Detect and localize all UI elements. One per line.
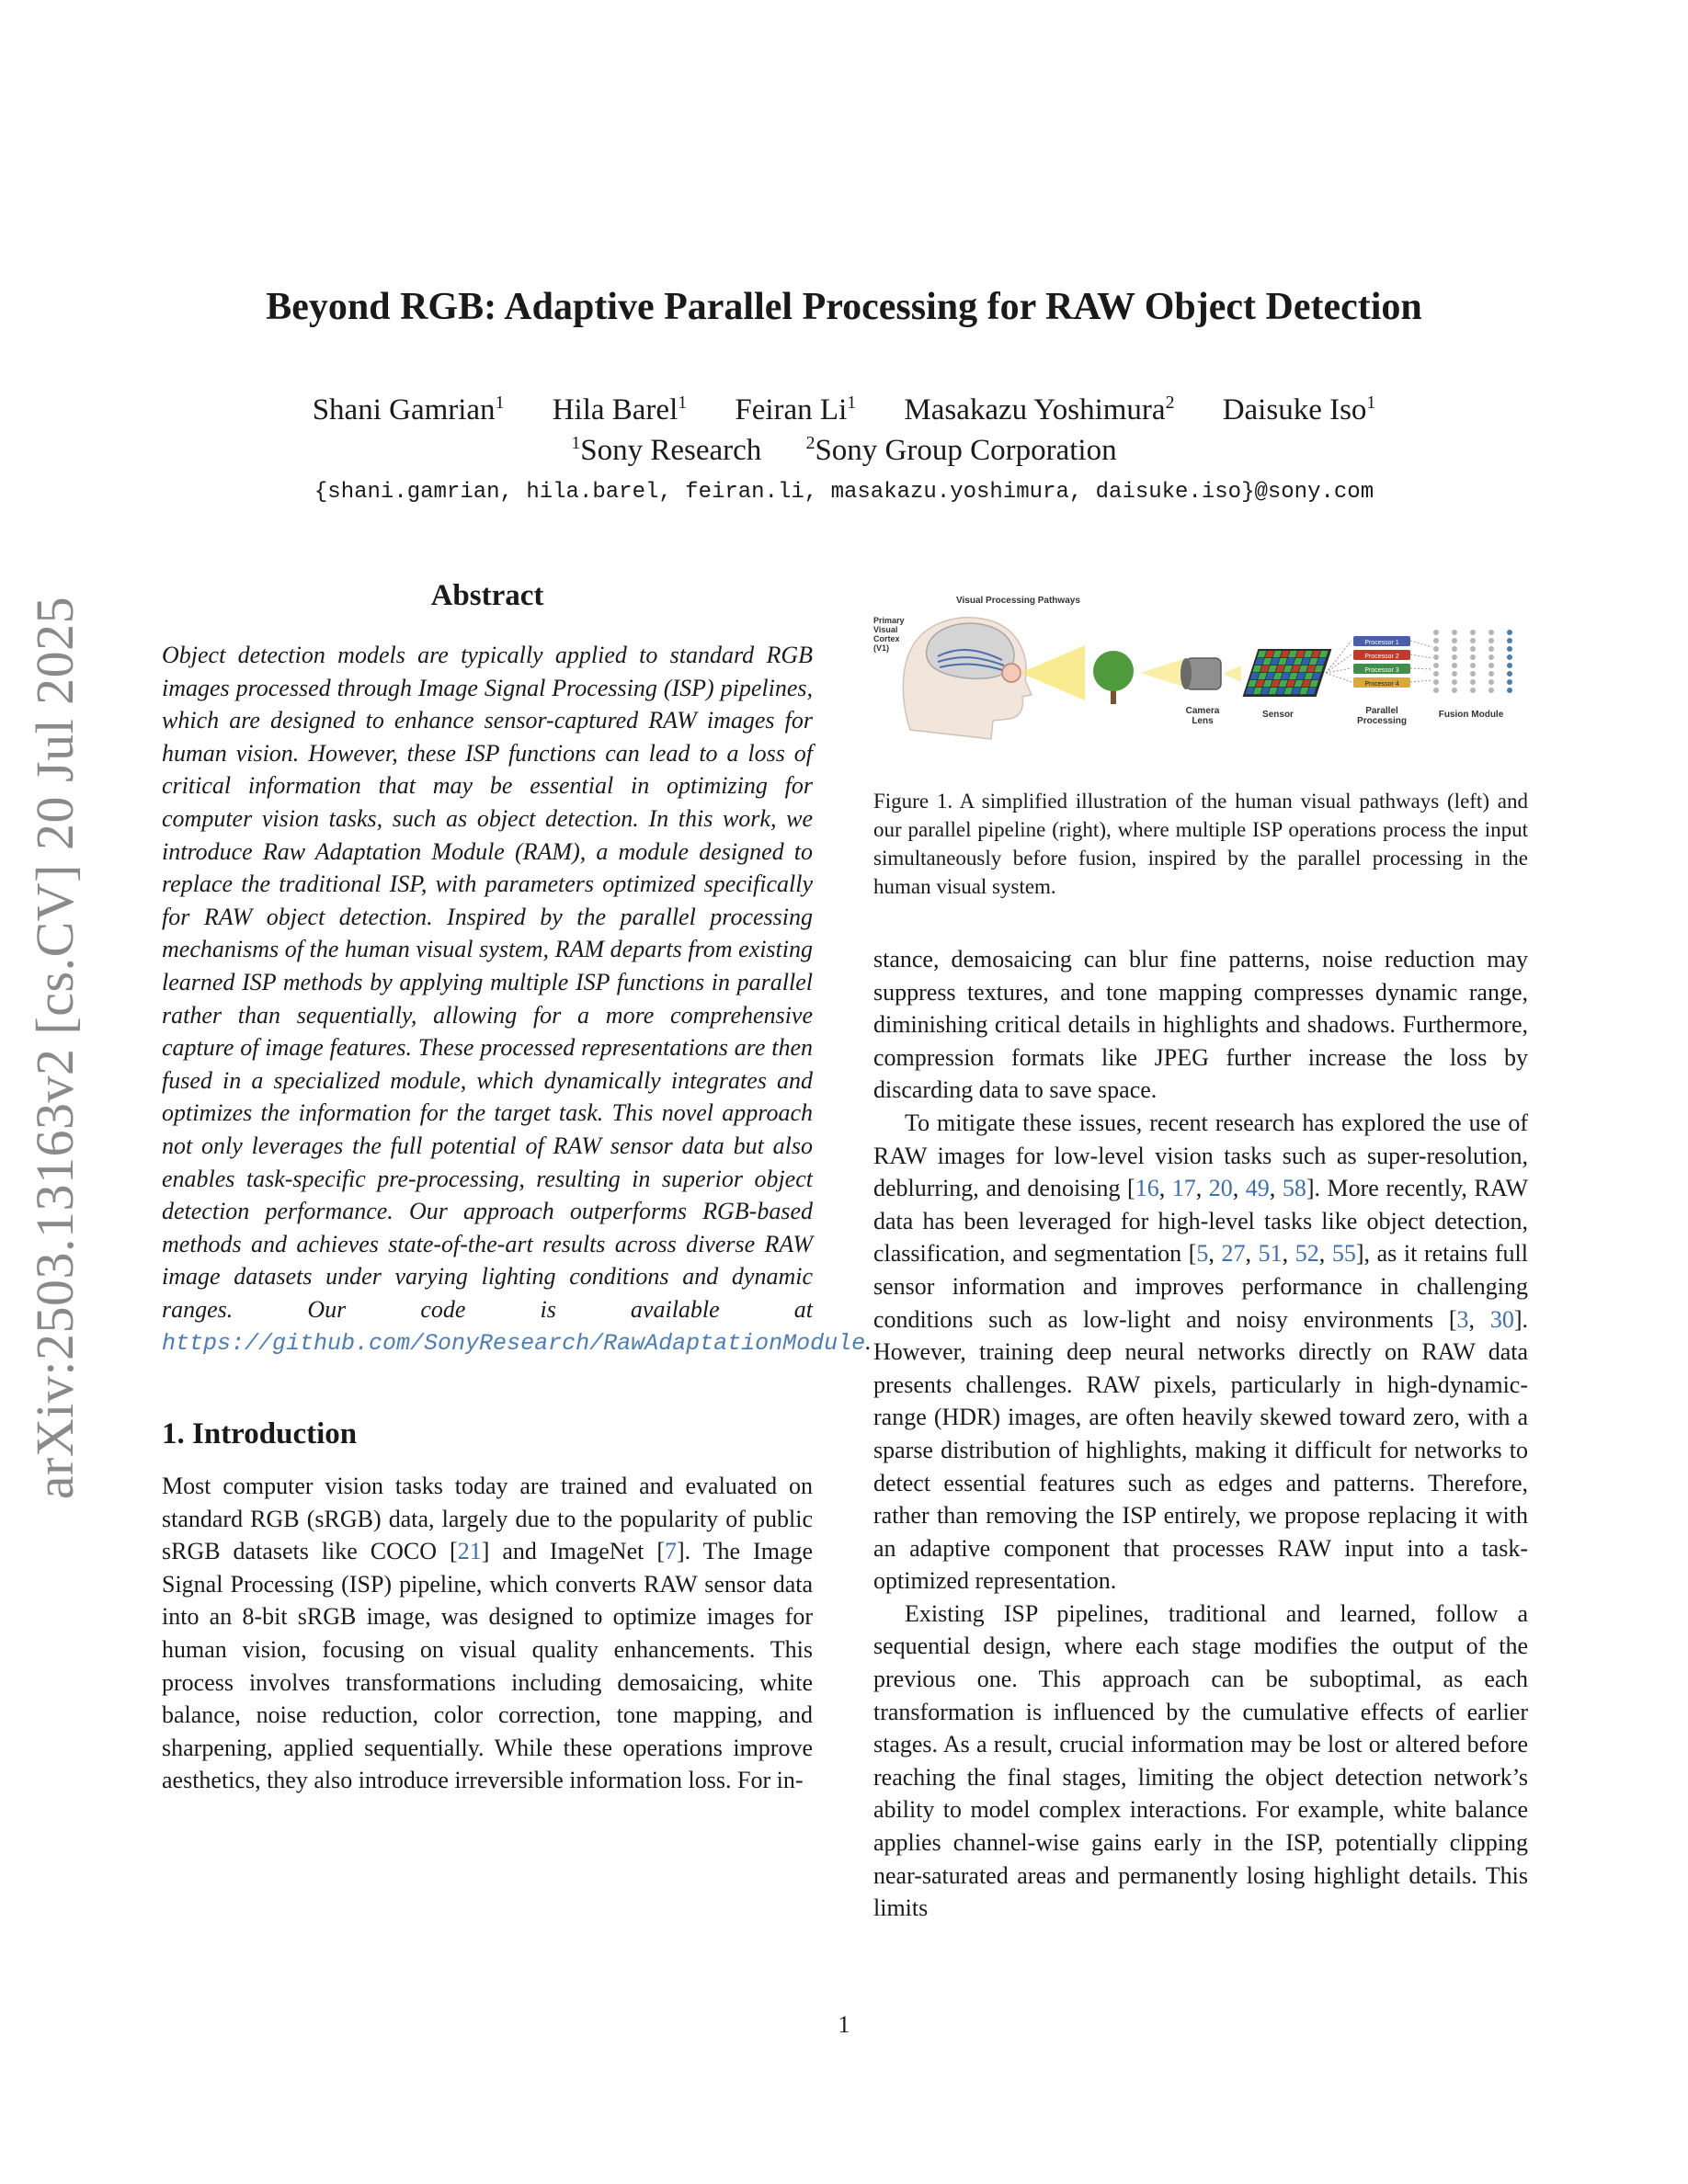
body-paragraph: To mitigate these issues, recent research has explored the use of RAW images for low-level vision tasks such as super-resolution, deblurring, and denoising [16, 17, 20, 49, 58]. More recently, RAW data has been leveraged for high-level tasks like object detection, classification, and segmentation [5, 27, 51, 52, 55], as it retains full sensor information and improves performance in challenging conditions such as low-light and noisy environments [3, 30]. However, training deep neural networks directly on RAW data presents challenges. RAW pixels, particularly in high-dynamic-range (HDR) images, are often heavily skewed toward zero, with a sparse distribution of highlights, making it difficult for networks to detect essential features such as edges and patterns. Therefore, rather than removing the ISP entirely, we propose replacing it with an adaptive component that processes RAW input into a task-optimized representation. (873, 1109, 1529, 1595)
network-node (1488, 679, 1494, 685)
network-node (1488, 663, 1494, 668)
network-node (1507, 663, 1512, 668)
network-node (1470, 663, 1476, 668)
network-node (1507, 630, 1512, 635)
author: Feiran Li$^1$ (735, 392, 857, 427)
arxiv-sidebar-stamp: arXiv:2503.13163v2 [cs.CV] 20 Jul 2025 (25, 596, 85, 1500)
network-node (1470, 679, 1476, 685)
citation-link[interactable]: 49 (1245, 1175, 1270, 1202)
right-column (873, 579, 1528, 1925)
parallel-processors (1353, 636, 1410, 688)
author: Masakazu Yoshimura$^2$ (904, 392, 1175, 427)
citation-link[interactable]: 55 (1331, 1240, 1356, 1268)
citation-link[interactable]: 52 (1295, 1240, 1319, 1268)
network-node (1452, 654, 1457, 660)
abstract-heading: Abstract (430, 579, 544, 612)
fusion-label: Fusion Module (1438, 710, 1504, 720)
connector-line (1410, 641, 1432, 647)
author: Daisuke Iso$^1$ (1222, 392, 1376, 427)
network-node (1507, 646, 1512, 652)
author-list (0, 393, 1688, 427)
network-node (1452, 671, 1457, 677)
sensor-icon (1243, 649, 1332, 697)
network-node (1433, 646, 1439, 652)
network-node (1433, 679, 1439, 685)
v1-label-line: (V1) (873, 643, 890, 653)
parallel-label: Processing (1357, 716, 1407, 726)
camera-label: Lens (1192, 716, 1214, 726)
network-node (1488, 654, 1494, 660)
network-node (1507, 654, 1512, 660)
camera-lens-front (1180, 658, 1192, 689)
network-node (1488, 630, 1494, 635)
connector-line (1326, 673, 1352, 682)
citation-link[interactable]: 21 (457, 1538, 482, 1565)
network-node (1507, 638, 1512, 643)
processor-1-label: Processor 1 (1364, 640, 1399, 646)
v1-label-line: Primary (873, 616, 905, 625)
author-emails: {shani.gamrian, hila.barel, feiran.li, masakazu.yoshimura, daisuke.iso}@sony.com (314, 480, 1374, 505)
connector-line (1410, 668, 1432, 669)
citation-link[interactable]: 17 (1171, 1175, 1196, 1202)
network-node (1452, 663, 1457, 668)
network-node (1507, 671, 1512, 677)
network-node (1470, 671, 1476, 677)
network-node (1470, 654, 1476, 660)
figure-1-caption: Figure 1. A simplified illustration of the human visual pathways (left) and our parallel pipeline (right), where multiple ISP operations process the input simultaneously before fusion, inspired by the parallel processing in the human visual system. (873, 790, 1528, 898)
network-node (1470, 638, 1476, 643)
network-node (1488, 688, 1494, 693)
network-node (1452, 638, 1457, 643)
affiliation: $^2$Sony Group Corporation (805, 433, 1117, 467)
body-paragraph: Existing ISP pipelines, traditional and learned, follow a sequential design, where each stage modifies the output of the previous one. This approach can be suboptimal, as each transformation is influenced by the cumulative effects of earlier stages. As a result, crucial information may be lost or altered before reaching the final stages, limiting the object detection network’s ability to model complex interactions. For example, white balance applies channel-wise gains early in the ISP, potentially clipping near-saturated areas and permanently losing highlight details. This limits (873, 1599, 1528, 1922)
network-node (1433, 654, 1439, 660)
v1-label-line: Cortex (873, 634, 900, 643)
v1-label-line: Visual (873, 625, 898, 634)
left-column (162, 579, 872, 1797)
processor-4-label: Processor 4 (1364, 681, 1399, 688)
eye-icon (1002, 664, 1021, 682)
citation-link[interactable]: 3 (1456, 1305, 1469, 1333)
pathways-label: Visual Processing Pathways (956, 596, 1080, 606)
author: Shani Gamrian$^1$ (312, 392, 505, 427)
network-node (1507, 679, 1512, 685)
affiliation-list (0, 434, 1688, 468)
connector-line (1410, 654, 1432, 658)
citation-link[interactable]: 27 (1221, 1240, 1246, 1268)
network-node (1433, 630, 1439, 635)
network-node (1507, 688, 1512, 693)
paper-title: Beyond RGB: Adaptive Parallel Processing for RAW Object Detection (266, 286, 1422, 328)
tree-icon (1093, 651, 1134, 691)
network-node (1470, 646, 1476, 652)
author: Hila Barel$^1$ (552, 392, 688, 427)
network-node (1433, 671, 1439, 677)
affiliation: $^1$Sony Research (571, 433, 762, 467)
connector-line (1326, 654, 1352, 673)
sensor-label: Sensor (1262, 710, 1294, 720)
body-paragraph: stance, demosaicing can blur fine patterns, noise reduction may suppress textures, and tone mapping compresses dynamic range, diminishing critical details in highlights and shadows. Furthermore, compression formats like JPEG further increase the loss by discarding data to save space. (873, 946, 1528, 1104)
camera-label: Camera (1185, 706, 1220, 716)
network-node (1452, 688, 1457, 693)
light-beam (1140, 658, 1186, 688)
figure-1 (873, 592, 1528, 748)
citation-link[interactable]: 7 (664, 1538, 677, 1565)
figure-1-illustration (873, 592, 1528, 748)
network-node (1433, 638, 1439, 643)
citation-link[interactable]: 51 (1258, 1240, 1283, 1268)
light-beam (1223, 665, 1241, 682)
network-node (1452, 679, 1457, 685)
network-node (1433, 663, 1439, 668)
network-node (1470, 688, 1476, 693)
citation-link[interactable]: 58 (1282, 1175, 1306, 1202)
citation-link[interactable]: 16 (1135, 1175, 1159, 1202)
citation-link[interactable]: 30 (1489, 1305, 1514, 1333)
code-link[interactable]: https://github.com/SonyResearch/RawAdaptationModule (162, 1330, 866, 1358)
processor-2-label: Processor 2 (1364, 654, 1399, 660)
parallel-label: Parallel (1365, 706, 1398, 716)
intro-paragraph: Most computer vision tasks today are trained and evaluated on standard RGB (sRGB) data, largely due to the popularity of public sRGB datasets like COCO [21] and ImageNet [7]. The Image Signal Processing (ISP) pipeline, which converts RAW sensor data into an 8-bit sRGB image, was designed to optimize images for human vision, focusing on visual quality enhancements. This process involves transformations including demosaicing, white balance, noise reduction, color correction, tone mapping, and sharpening, applied sequentially. While these operations improve aesthetics, they also introduce irreversible information loss. For in- (162, 1473, 814, 1794)
network-node (1452, 646, 1457, 652)
network-node (1488, 646, 1494, 652)
network-node (1488, 638, 1494, 643)
processor-3-label: Processor 3 (1364, 667, 1399, 674)
network-node (1452, 630, 1457, 635)
section-heading-introduction: 1. Introduction (162, 1417, 358, 1451)
citation-link[interactable]: 20 (1208, 1175, 1233, 1202)
network-node (1470, 630, 1476, 635)
network-node (1433, 688, 1439, 693)
network-node (1488, 671, 1494, 677)
citation-link[interactable]: 5 (1196, 1240, 1209, 1268)
page-number: 1 (838, 2011, 850, 2038)
abstract-text: Object detection models are typically applied to standard RGB images processed through Image Signal Processing (ISP) pipelines, which are designed to enhance sensor-captured RAW images for human vision. However, these ISP functions can lead to a loss of critical information that may be essential in optimizing for computer vision tasks, such as object detection. In this work, we introduce Raw Adaptation Module (RAM), a module designed to replace the traditional ISP, with parameters optimized specifically for RAW object detection. Inspired by the parallel processing mechanisms of the human visual system, RAM departs from existing learned ISP methods by applying multiple ISP functions in parallel rather than sequentially, allowing for a more comprehensive capture of image features. These processed representations are then fused in a specialized module, which dynamically integrates and optimizes the information for the target task. This novel approach not only leverages the full potential of RAW sensor data but also enables task-specific pre-processing, resulting in superior object detection performance. Our approach outperforms RGB-based methods and achieves state-of-the-art results across diverse RAW image datasets under varying lighting conditions and dynamic ranges. Our code is available at https://github.com/SonyResearch/RawAdaptationModule. (162, 642, 872, 1358)
connector-line (1410, 680, 1432, 682)
